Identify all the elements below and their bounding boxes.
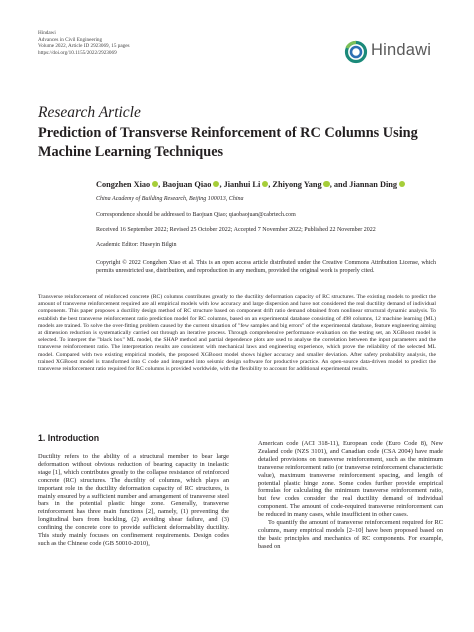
body-column-left [38,453,229,548]
journal-name: Advances in Civil Engineering [38,36,103,43]
hindawi-logo-icon [344,40,368,64]
abstract: Transverse reinforcement of reinforced concrete (RC) columns contributes greatly to the ductility deformation capacity of RC structures. The existing models to predict the amount of transverse reinforcement required are all empirical models with low accuracy and large dispersion and have not considered the real ductility demand of individual components. This paper proposes a ductility design method of RC structure based on component drift ratio demand obtained from nonlinear structural dynamic analysis. To establish the best transverse reinforcement ratio prediction model for RC columns, based on an experimental database consisting of 498 columns, 12 machine learning (ML) models are trained. To solve the over-fitting problem caused by the current situation of "few samples and big errors" of the experimental database, feature engineering aiming at dimension reduction is systematically carried out through an iterative process. Through comprehensive performance evaluation on the testing set, an XGBoost model is selected. To interpret the "black box" ML model, the SHAP method and partial dependence plots are used to analyse the correlation between the input parameters and the transverse reinforcement ratio. The interpretation results are consistent with mechanical laws and engineering experience, which prove the reliability of the selected ML model. Compared with two existing empirical models, the proposed XGBoost model shows higher accuracy and smaller deviation. After safety probability analysis, the trained XGBoost model is transformed into C code and integrated into seismic design software for productive practice. An open-source data-driven model to predict the transverse reinforcement ratio required for RC columns is provided worldwide, with the flexibility to account for additional experimental results. [38,294,436,373]
paragraph: American code (ACI 318-11), European code (Euro Code 8), New Zealand code (NZS 3101), and Canadian code (CSA 2004) have made detailed provisions on transverse reinforcement, such as the minimum transverse reinforcement ratio (or transverse reinforcement characteristic value), maximum transverse reinforcement spacing, and length of potential plastic hinge zone. Some codes further provide empirical formulas for calculating the minimum transverse reinforcement ratio, but few codes consider the real ductility demand of individual component. The amount of code-required transverse reinforcement can be reduced in many cases, while insufficient in other cases. [258,440,443,519]
correspondence: Correspondence should be addressed to Baojuan Qiao; qiaobaojuan@cabrtech.com [96,212,296,218]
author-name: Zhiyong Yang [272,180,322,189]
affiliation: China Academy of Building Research, Beijing 100013, China [96,196,244,202]
author-separator: , [268,180,273,189]
publication-dates: Received 16 September 2022; Revised 25 October 2022; Accepted 7 November 2022; Published 22 November 2022 [96,227,376,233]
volume-info: Volume 2022, Article ID 2923069, 15 pages [38,43,130,50]
author-name: Congzhen Xiao [96,180,151,189]
author-separator: , [219,180,224,189]
orcid-icon[interactable] [399,181,406,188]
article-title: Prediction of Transverse Reinforcement of RC Columns Using Machine Learning Techniques [38,125,418,160]
article-type: Research Article [38,104,141,121]
doi-link[interactable]: https://doi.org/10.1155/2022/2923069 [38,49,117,56]
hindawi-logo-text: Hindawi [371,41,432,59]
journal-masthead [38,30,130,56]
author-separator: , and [329,180,350,189]
copyright-notice: Copyright © 2022 Congzhen Xiao et al. This is an open access article distributed under the Creative Commons Attribution License, which permits unrestricted use, distribution, and reproduction in any medium, provided the original work is properly cited. [96,260,436,274]
author-name: Jianhui Li [223,180,261,189]
publisher-name: Hindawi [38,30,56,36]
paragraph: Ductility refers to the ability of a structural member to bear large deformation without obvious reduction of bearing capacity in inelastic stage [1], which contributes greatly to the collapse resistance of reinforced concrete (RC) structures. The ductility of columns, which plays an important role in the ductility deformation capacity of RC structures, is mainly ensured by a sufficient number and arrangement of transverse steel bars in the potential plastic hinge zone. Generally, transverse reinforcement has three main functions [2], namely, (1) preventing the longitudinal bars from buckling, (2) avoiding shear failure, and (3) confining the concrete core to provide sufficient deformability ductility. This study mainly focuses on confinement requirements. Design codes such as the Chinese code (GB 50010-2010), [38,453,229,547]
section-heading-introduction: 1. Introduction [38,433,100,443]
academic-editor: Academic Editor: Huseyin Bilgin [96,242,177,248]
author-name: Jiannan Ding [349,180,398,189]
paragraph: To quantify the amount of transverse reinforcement required for RC columns, many empirical models [2–10] have been proposed based on the basic principles and mechanics of RC components. For example, based on [258,519,443,550]
author-separator: , [158,180,163,189]
body-column-right [258,440,443,551]
author-list [96,180,436,189]
author-name: Baojuan Qiao [162,180,212,189]
